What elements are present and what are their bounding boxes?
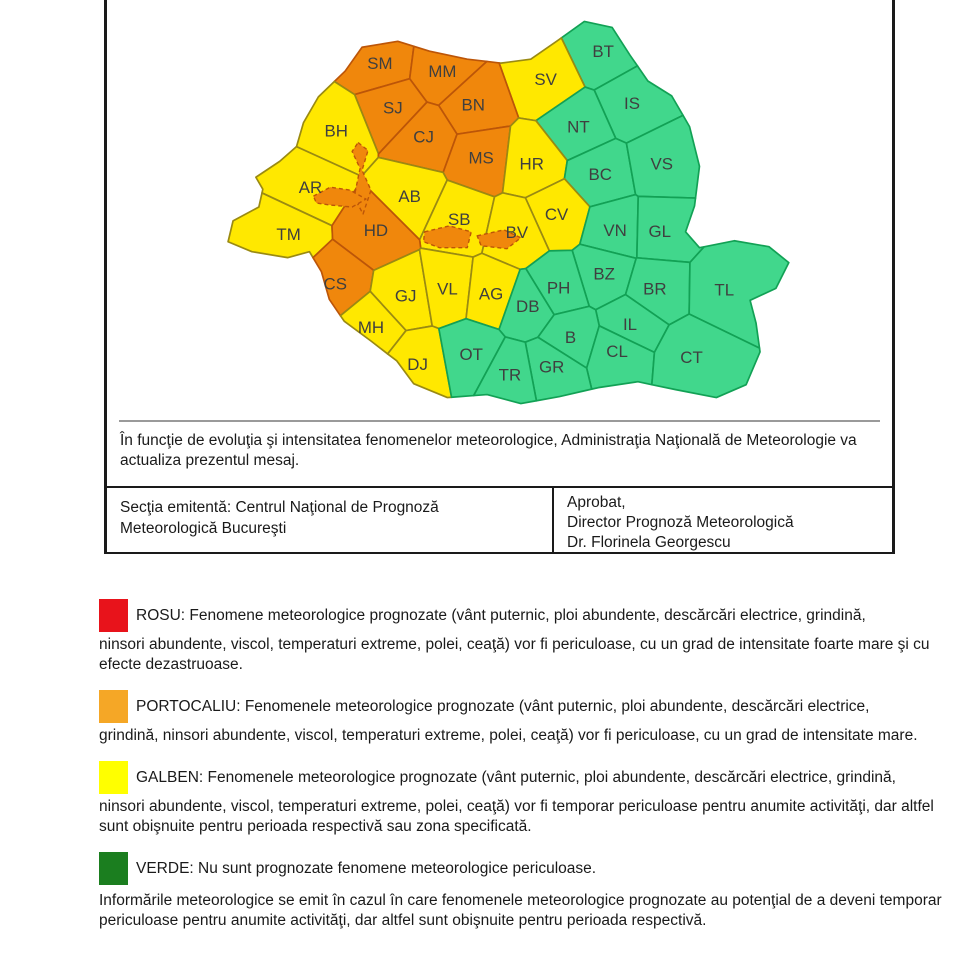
legend-first-line xyxy=(99,690,949,723)
warning-levels-legend xyxy=(99,599,949,931)
county-label-BN: BN xyxy=(461,95,485,115)
county-label-TM: TM xyxy=(276,224,301,244)
county-label-BV: BV xyxy=(505,222,529,242)
county-label-MH: MH xyxy=(357,318,385,338)
bulletin-frame xyxy=(104,0,895,554)
county-label-DB: DB xyxy=(516,297,540,317)
legend-item-verde xyxy=(99,852,949,885)
county-label-CS: CS xyxy=(323,274,347,294)
county-label-MS: MS xyxy=(468,148,494,168)
legend-first-line xyxy=(99,761,949,794)
legend-galben-rest: ninsori abundente, viscol, temperaturi extreme, polei, ceaţă) vor fi temporar periculoase pentru anumite activităţi, dar altfel sunt obişnuite pentru perioada respectivă sau zona specificată. xyxy=(99,798,934,835)
county-label-OT: OT xyxy=(459,344,483,364)
county-label-CT: CT xyxy=(680,347,703,367)
legend-first-line xyxy=(99,599,949,632)
county-label-SB: SB xyxy=(448,209,471,229)
county-label-GJ: GJ xyxy=(394,286,417,306)
county-label-VS: VS xyxy=(650,154,674,174)
issuer-line1: Secţia emitentă: Centrul Naţional de Prognoză xyxy=(120,499,439,516)
legend-item-portocaliu xyxy=(99,690,949,746)
legend-rosu-rest: ninsori abundente, viscol, temperaturi extreme, polei, ceaţă) vor fi periculoase, cu un grad de intensitate foarte mare şi cu efecte dezastruoase. xyxy=(99,636,930,673)
county-label-CJ: CJ xyxy=(413,127,434,147)
county-label-SJ: SJ xyxy=(382,98,403,118)
signature-row xyxy=(107,486,892,552)
county-label-IL: IL xyxy=(622,315,638,335)
county-label-TR: TR xyxy=(498,365,522,385)
romania-county-warning-map xyxy=(107,0,892,420)
yellow-color-swatch xyxy=(99,761,128,794)
county-label-SM: SM xyxy=(367,54,393,74)
legend-footer-note: Informările meteorologice se emit în cazul în care fenomenele meteorologice prognozate au potenţial de a deveni temporar periculoase pentru anumite activităţi, dar altfel sunt obişnuite pentru perioada respectivă. xyxy=(99,892,942,929)
county-label-VL: VL xyxy=(437,279,458,299)
approval-line3: Dr. Florinela Georgescu xyxy=(567,534,731,551)
county-label-BZ: BZ xyxy=(593,264,615,284)
red-color-swatch xyxy=(99,599,128,632)
county-label-CV: CV xyxy=(544,204,569,224)
county-label-PH: PH xyxy=(546,278,571,298)
legend-portocaliu-firstline: PORTOCALIU: Fenomenele meteorologice prognozate (vânt puternic, ploi abundente, descărcări electrice, xyxy=(136,698,870,715)
county-label-IS: IS xyxy=(624,93,640,113)
county-label-BT: BT xyxy=(592,42,614,62)
legend-verde-firstline: VERDE: Nu sunt prognozate fenomene meteorologice periculoase. xyxy=(136,860,597,877)
county-label-DJ: DJ xyxy=(407,354,428,374)
county-label-CL: CL xyxy=(606,341,628,361)
legend-item-galben xyxy=(99,761,949,837)
county-label-GR: GR xyxy=(538,357,565,377)
county-label-AR: AR xyxy=(298,178,323,198)
issuer-line2: Meteorologică Bucureşti xyxy=(120,520,287,537)
issuing-section-cell xyxy=(107,488,554,552)
county-label-TL: TL xyxy=(714,280,735,300)
county-label-HR: HR xyxy=(519,154,544,174)
county-label-BR: BR xyxy=(643,279,667,299)
approval-line2: Director Prognoză Meteorologică xyxy=(567,514,794,531)
approval-cell xyxy=(554,488,892,552)
county-label-NT: NT xyxy=(567,117,590,137)
county-label-VN: VN xyxy=(603,220,627,240)
county-label-MM: MM xyxy=(428,62,457,82)
legend-galben-firstline: GALBEN: Fenomenele meteorologice prognozate (vânt puternic, ploi abundente, descărcări electrice, grindină, xyxy=(136,769,896,786)
green-color-swatch xyxy=(99,852,128,885)
orange-color-swatch xyxy=(99,690,128,723)
county-label-BH: BH xyxy=(324,121,348,141)
legend-item-rosu xyxy=(99,599,949,675)
county-label-AB: AB xyxy=(398,187,421,207)
county-label-B: B xyxy=(564,327,577,347)
approval-line1: Aprobat, xyxy=(567,494,626,511)
update-note: În funcţie de evoluţia şi intensitatea fenomenelor meteorologice, Administraţia Naţională de Meteorologie va actualiza prezentul mesaj. xyxy=(120,432,857,469)
map-area xyxy=(107,0,892,420)
legend-portocaliu-rest: grindină, ninsori abundente, viscol, temperaturi extreme, polei, ceaţă) vor fi periculoase, cu un grad de intensitate mare. xyxy=(99,727,918,744)
county-label-GL: GL xyxy=(648,221,672,241)
legend-first-line xyxy=(99,852,949,885)
county-label-SV: SV xyxy=(534,69,557,89)
county-label-BC: BC xyxy=(588,165,612,185)
legend-rosu-firstline: ROSU: Fenomene meteorologice prognozate (vânt puternic, ploi abundente, descărcări electrice, grindină, xyxy=(136,607,866,624)
county-label-HD: HD xyxy=(363,220,389,240)
county-label-AG: AG xyxy=(478,284,504,304)
